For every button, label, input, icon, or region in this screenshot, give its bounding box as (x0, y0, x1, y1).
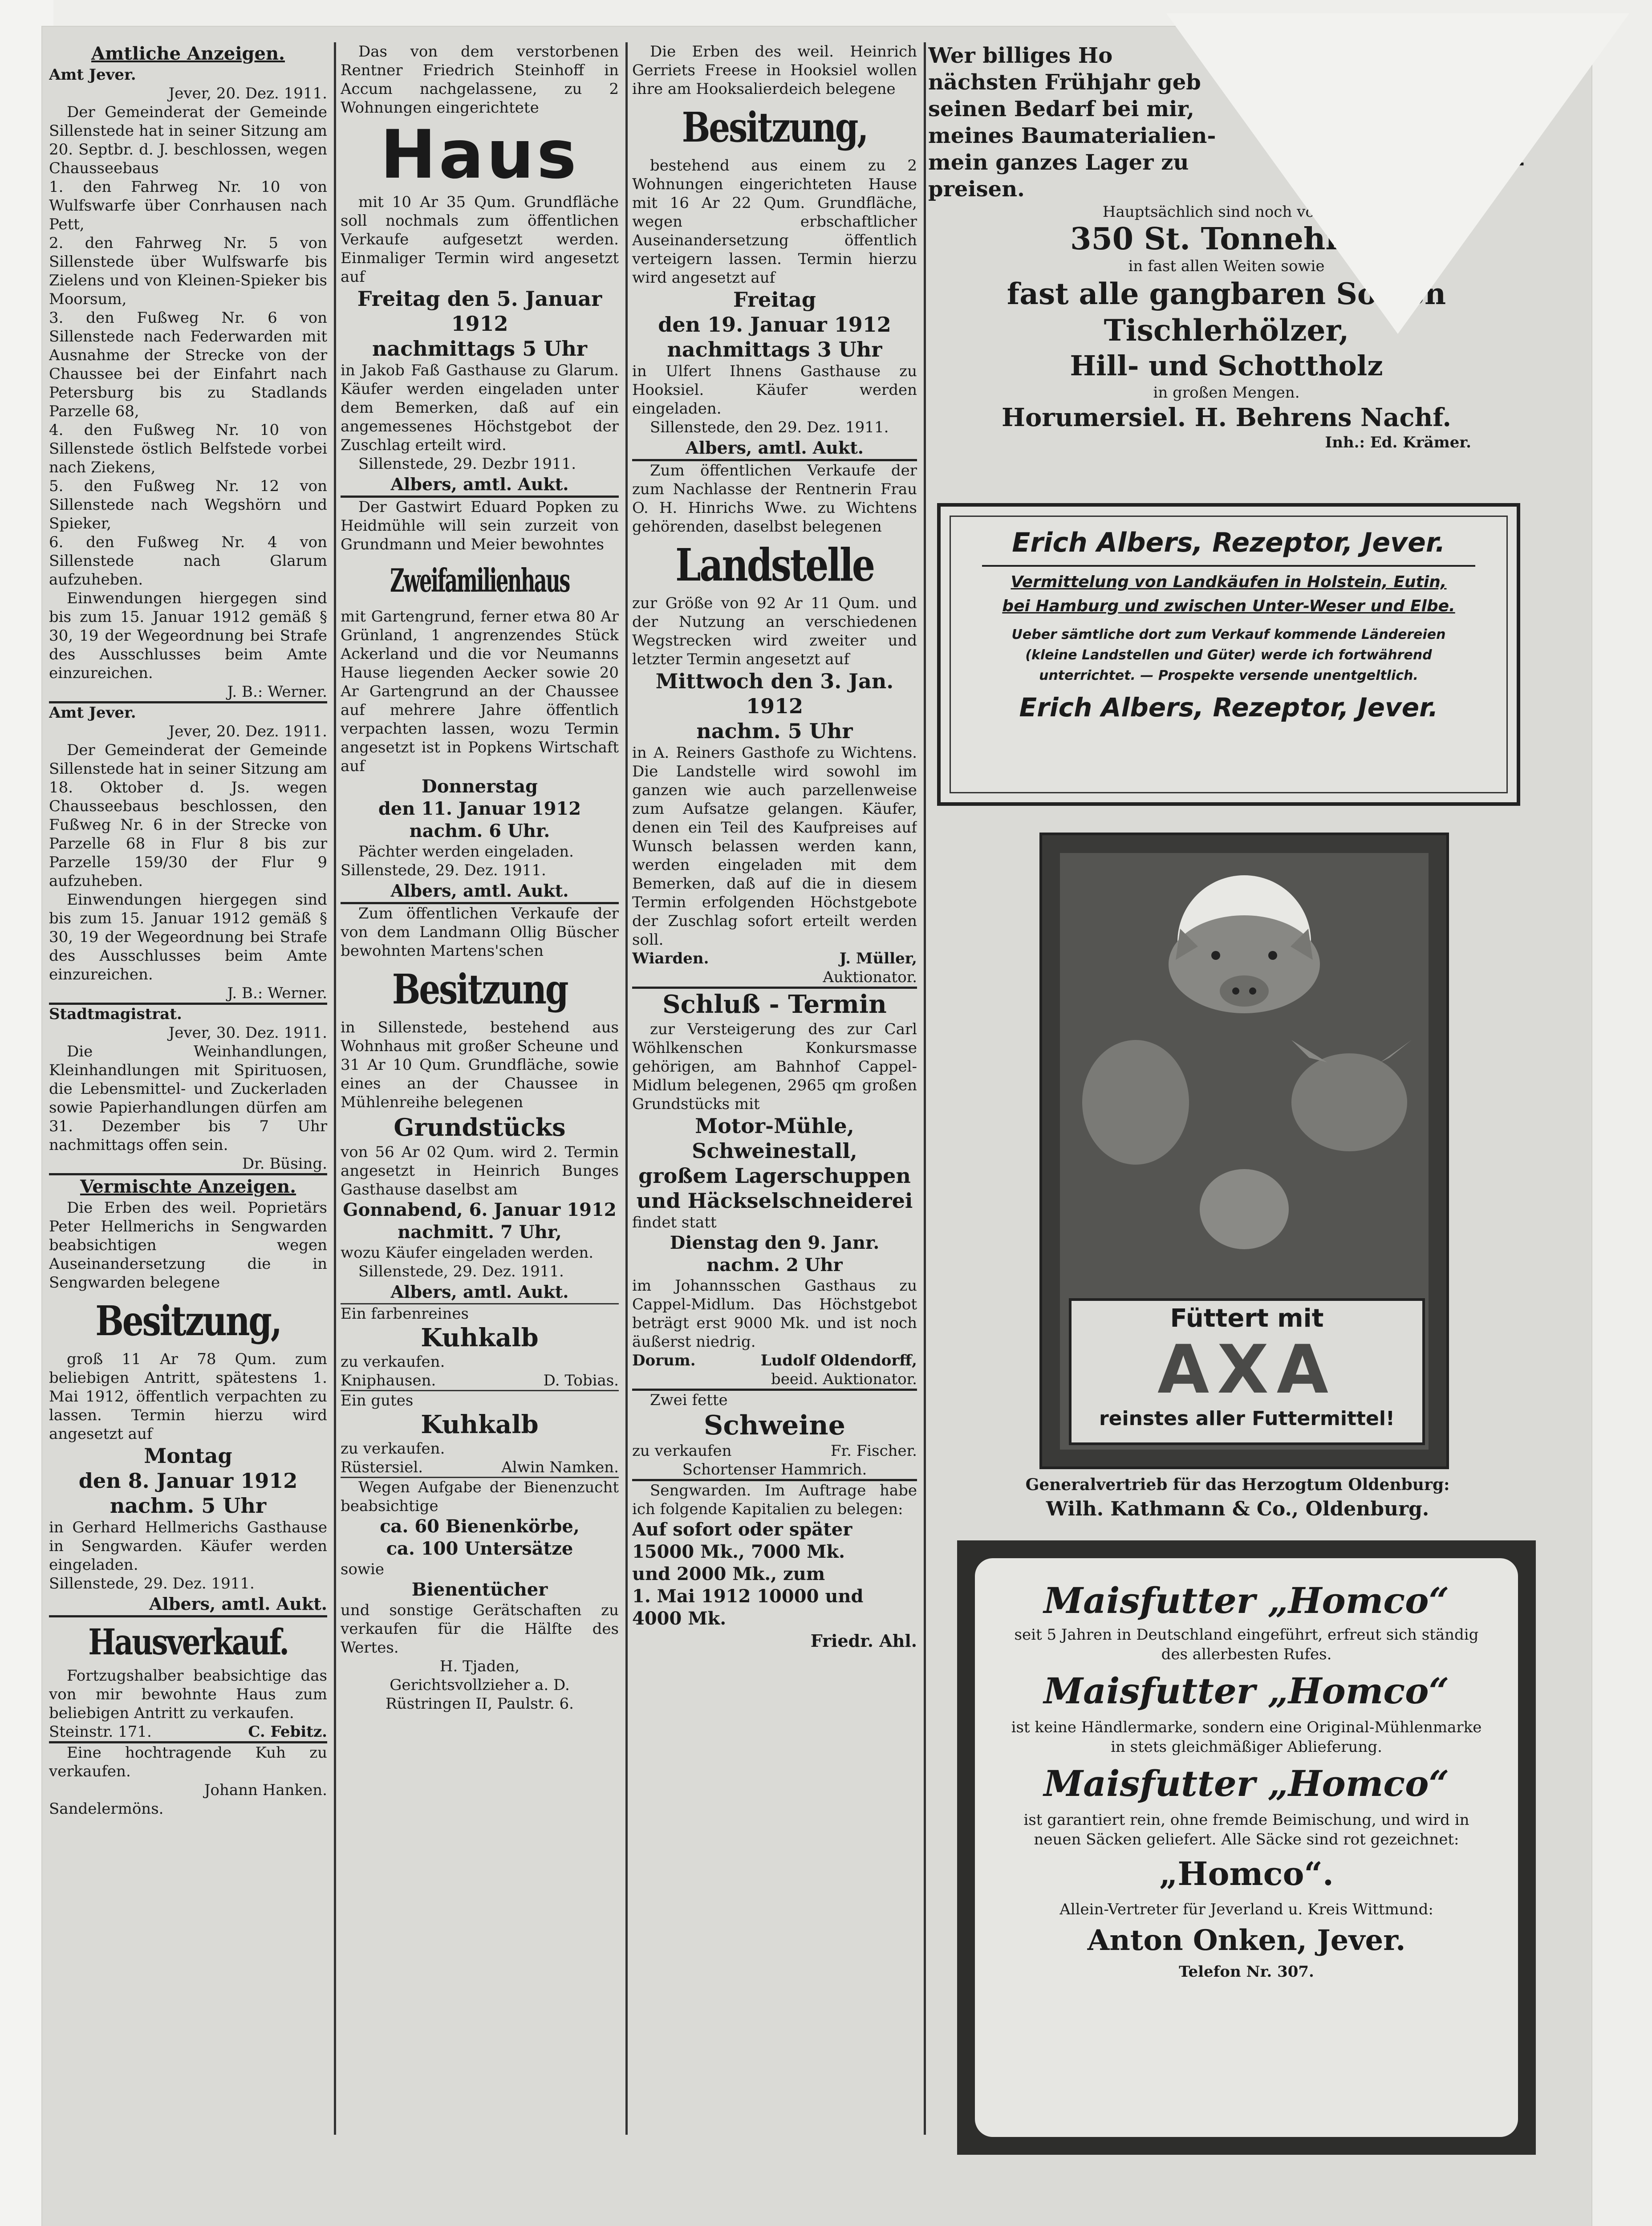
list-item: 4. den Fußweg Nr. 10 von Sillenstede östlich Belfstede vorbei nach Ziekens, (49, 421, 327, 476)
ad-text: (kleine Landstellen und Güter) werde ich fortwährend (1025, 647, 1432, 663)
ad-place-date: Sillenstede, 29. Dez. 1911. (358, 1263, 564, 1280)
ad-text: Füttert mit (1170, 1304, 1324, 1333)
ad-phone: Telefon Nr. 307. (1179, 1963, 1314, 1981)
ad-headline: Erich Albers, Rezeptor, Jever. (1019, 692, 1438, 723)
ad-date: nachm. 5 Uhr (110, 1494, 267, 1518)
ad-text: Der Gastwirt Eduard Popken zu Heidmühle will sein zurzeit von Grundmann und Meier bewohntes (341, 498, 619, 553)
ad-text: Wegen Aufgabe der Bienenzucht beabsichtige (341, 1479, 619, 1515)
notice-signature: J. B.: Werner. (227, 984, 327, 1002)
ad-haus-accum (341, 42, 619, 496)
ad-item: 1. Mai 1912 10000 und (632, 1586, 864, 1607)
notice-text: Die Weinhandlungen, Kleinhandlungen mit Spirituosen, die Lebensmittel- und Zuckerladen sowie Papierhandlungen dürfen am 31. Dezember bis 7 Uhr nachmittags offen sein. (49, 1043, 327, 1154)
ad-text: Die Erben des weil. Poprietärs Peter Hellmerichs in Sengwarden beabsichtigen wegen Auseinandersetzung die in Sengwarden belegene (49, 1199, 327, 1292)
ad-place: Schortenser Hammrich. (682, 1461, 867, 1479)
ad-text: sowie (341, 1560, 385, 1578)
ad-text: seit 5 Jahren in Deutschland eingeführt, erfreut sich ständig des allerbesten Rufes. (1014, 1626, 1479, 1663)
ad-place: Wiarden. (632, 950, 709, 967)
ad-brand: AXA (1157, 1331, 1336, 1409)
ad-text: und sonstige Gerätschaften zu verkaufen für die Hälfte des Wertes. (341, 1601, 619, 1657)
ad-headline: Schluß - Termin (662, 990, 887, 1019)
ad-text: in fast allen Weiten sowie (1128, 257, 1325, 275)
ad-text: im Johannsschen Gasthaus zu Cappel-Midlum. Das Höchstgebot beträgt erst 9000 Mk. und ist noch äußerst niedrig. (632, 1277, 917, 1351)
ad-headline: Besitzung, (682, 103, 868, 151)
ad-text: zur Größe von 92 Ar 11 Qum. und der Nutzung an verschiedenen Wegstrecken wird zweiter und letzter Termin angesetzt auf (632, 594, 917, 668)
ad-headline: Maisfutter „Homco“ (1043, 1580, 1449, 1621)
ad-name: Gerichtsvollzieher a. D. (390, 1676, 570, 1694)
ad-headline: Kuhkalb (421, 1410, 539, 1439)
ad-signature: Inh.: Ed. Krämer. (1325, 434, 1471, 451)
ad-signature: Albers, amtl. Aukt. (390, 1282, 569, 1302)
ad-place: Kniphausen. (341, 1372, 436, 1389)
ad-date: Montag (144, 1444, 232, 1468)
ad-text: zu verkaufen (632, 1442, 732, 1460)
list-item: 6. den Fußweg Nr. 4 von Sillenstede nach Glarum aufzuheben. (49, 533, 327, 589)
ad-text: in Jakob Faß Gasthause zu Glarum. Käufer werden eingeladen unter dem Bemerken, daß auf ein angemessenes Höchstgebot der Zuschlag erteilt wird. (341, 362, 619, 454)
ad-subheadline: Grundstücks (394, 1113, 566, 1141)
ad-item: ca. 60 Bienenkörbe, (380, 1516, 580, 1537)
notice-text: Einwendungen hiergegen sind bis zum 15. Januar 1912 gemäß § 30, 19 der Wegeordnung bei Strafe des Ausschlusses beim Amte einzureichen. (49, 891, 327, 983)
ad-besitzung-sillenstede (341, 904, 619, 1303)
ad-headline: 350 St. Tonnehren (1070, 221, 1383, 257)
ad-place: Sandelermöns. (49, 1800, 164, 1818)
ad-text: Ein gutes (341, 1392, 414, 1410)
notice-date: Jever, 30. Dez. 1911. (168, 1024, 327, 1042)
cow-head-icon (1291, 1053, 1407, 1151)
ad-name: D. Tobias. (543, 1372, 619, 1389)
ad-line: mein ganzes Lager zu (928, 150, 1189, 175)
notice-place: Amt Jever. (49, 704, 136, 722)
axa-distributor (942, 1474, 1534, 1523)
notice-text: Der Gemeinderat der Gemeinde Sillenstede hat in seiner Sitzung am 18. Oktober d. Js. wegen Chausseebaus beschlossen, den Fußweg Nr. 6 in der Strecke von Parzelle 68 in Flur 8 bis zur Parzelle 159/30 der Flur 9 aufzuheben. (49, 741, 327, 890)
ad-headline: Hausverkauf. (88, 1621, 288, 1663)
ad-line: kaufe ich (1413, 123, 1525, 148)
ad-signature: Albers, amtl. Aukt. (390, 474, 569, 494)
ad-headline: fast alle gangbaren Sorten (1007, 276, 1446, 311)
ad-besitzung-hooksiel (632, 42, 917, 459)
ad-landstelle (632, 461, 917, 987)
ad-signature: Wilh. Kathmann & Co., Oldenburg. (1046, 1498, 1429, 1520)
ad-text: in großen Mengen. (1153, 384, 1300, 402)
ad-headline: Besitzung, (95, 1297, 281, 1345)
ad-text: findet statt (632, 1214, 717, 1231)
ad-item: Auf sofort oder später (632, 1519, 852, 1540)
sheep-head-icon (1200, 1169, 1289, 1249)
ad-date: Freitag den 5. Januar 1912 (357, 287, 602, 336)
ad-place: Rüstersiel. (341, 1458, 423, 1476)
ad-date: nachm. 6 Uhr. (409, 821, 550, 841)
ad-item: und 2000 Mk., zum (632, 1564, 825, 1584)
ad-text: Zum öffentlichen Verkaufe der zum Nachlasse der Rentnerin Frau O. H. Hinrichs Wwe. zu Wichtens gehörenden, daselbst belegenen (632, 462, 917, 536)
ad-text: ist keine Händlermarke, sondern eine Original-Mühlenmarke in stets gleichmäßiger Ablieferung. (1011, 1718, 1482, 1756)
notice-stadtmagistrat (49, 1005, 327, 1173)
ad-kapitalien (632, 1481, 917, 1652)
ad-text: reinstes aller Futtermittel! (1099, 1407, 1395, 1430)
ad-signature: Horumersiel. H. Behrens Nachf. (1002, 403, 1451, 432)
ad-headline: Zweifamilienhaus (390, 561, 569, 599)
notice-place: Stadtmagistrat. (49, 1005, 182, 1023)
ad-text: unterrichtet. — Prospekte versende unentgeltlich. (1039, 668, 1418, 683)
ad-name: Fr. Fischer. (830, 1442, 917, 1460)
ad-line: preisen. (928, 177, 1025, 202)
ad-headline: Maisfutter „Homco“ (1043, 1670, 1449, 1712)
notice-date: Jever, 20. Dez. 1911. (168, 723, 327, 740)
ad-text: ist garantiert rein, ohne fremde Beimischung, und wird in neuen Säcken geliefert. Alle Säcke sind rot gezeichnet: (1023, 1811, 1469, 1848)
ad-signature: Friedr. Ahl. (810, 1631, 917, 1651)
notice-text: Einwendungen hiergegen sind bis zum 15. Januar 1912 gemäß § 30, 19 der Wegeordnung bei Strafe des Ausschlusses beim Amte einzureichen. (49, 589, 327, 682)
section-header: Vermischte Anzeigen. (80, 1176, 296, 1197)
ad-axa (1039, 833, 1449, 1469)
ad-date: den 19. Januar 1912 (658, 313, 891, 337)
ad-besitzung-sengwarden (49, 1198, 327, 1615)
ad-item: und Häckselschneiderei (636, 1189, 913, 1213)
axa-sign (1069, 1298, 1425, 1445)
ad-text: in A. Reiners Gasthofe zu Wichtens. Die Landstelle wird sowohl im ganzen wie auch parzellenweise zum Aufsatze gelangen. Käufer, denen ein Teil des Kaufpreises auf Wunsch belassen werden kann, werden eingeladen mit dem Bemerken, daß auf die in diesem Termin erfolgenden Höchstgebote der Zuschlag sofort erteilt werden soll. (632, 744, 917, 949)
ad-name: J. Müller, (839, 950, 917, 967)
ad-item: Motor-Mühle, (695, 1114, 854, 1138)
ad-date: nachmitt. 7 Uhr, (398, 1222, 562, 1243)
ad-headline: Haus (380, 116, 579, 194)
ad-name: Johann Hanken. (204, 1781, 327, 1799)
ad-item: 4000 Mk. (632, 1608, 727, 1629)
ad-signature: Albers, amtl. Aukt. (685, 438, 864, 458)
ad-text: Sengwarden. Im Auftrage habe ich folgende Kapitalien zu belegen: (632, 1482, 917, 1518)
ad-name: H. Tjaden, (439, 1657, 520, 1675)
ad-text: in Gerhard Hellmerichs Gasthause in Sengwarden. Käufer werden eingeladen. (49, 1519, 327, 1574)
ad-text: Generalvertrieb für das Herzogtum Oldenburg: (1025, 1475, 1450, 1494)
ad-text: Ueber sämtliche dort zum Verkauf kommende Ländereien (1011, 627, 1446, 642)
list-item: 1. den Fahrweg Nr. 10 von Wulfswarfe über Conrhausen nach Pett, (49, 178, 327, 233)
ad-place: Rüstringen II, Paulstr. 6. (386, 1695, 574, 1713)
ad-place-date: Sillenstede, 29. Dez. 1911. (49, 1575, 255, 1592)
ad-date: Donnerstag (422, 776, 538, 797)
ad-date: nachm. 2 Uhr (706, 1255, 843, 1275)
ad-line: usgabe (1440, 97, 1525, 122)
ad-hausverkauf (49, 1617, 327, 1741)
ad-signature: Albers, amtl. Aukt. (149, 1594, 327, 1614)
ad-date: nachmittags 5 Uhr (372, 337, 588, 361)
ad-text: mit Gartengrund, ferner etwa 80 Ar Grünland, 1 angrenzendes Stück Ackerland und die vor Neumanns Hause liegenden Aecker sowie 20 Ar Gartengrund an der Chaussee auf mehrere Jahre öffentlich verpachten lassen, wozu Termin angesetzt ist in Popkens Wirtschaft auf (341, 608, 619, 775)
ad-text: groß 11 Ar 78 Qum. zum beliebigen Antritt, spätestens 1. Mai 1912, öffentlich verpachten zu lassen. Termin hierzu wird angesetzt auf (49, 1350, 327, 1443)
ad-date: den 8. Januar 1912 (78, 1469, 298, 1493)
ad-text: Fortzugshalber beabsichtige das von mir bewohnte Haus zum beliebigen Antritt zu verkaufen. (49, 1667, 327, 1722)
ad-date: den 11. Januar 1912 (378, 798, 581, 819)
ad-homco (957, 1540, 1536, 2155)
ad-kuh (49, 1743, 327, 1818)
ad-text: von 56 Ar 02 Qum. wird 2. Termin angesetzt in Heinrich Bunges Gasthause daselbst am (341, 1143, 619, 1198)
ad-text: in Sillenstede, bestehend aus Wohnhaus mit großer Scheune und 31 Ar 10 Qum. Grundfläche, sowie eines an der Chaussee in Mühlenreihe belegenen (341, 1019, 619, 1111)
ad-line: nächsten Frühjahr geb (928, 70, 1201, 95)
ad-date: nachmittags 3 Uhr (667, 337, 882, 362)
ad-text: wozu Käufer eingeladen werden. (341, 1244, 594, 1262)
ad-title: beeid. Auktionator. (771, 1370, 917, 1388)
notice-text: Der Gemeinderat der Gemeinde Sillenstede hat in seiner Sitzung am 20. Septbr. d. J. beschlossen, wegen Chausseebaus (49, 103, 327, 177)
column-3 (632, 42, 917, 1652)
ad-place-date: Sillenstede, 29. Dez. 1911. (341, 861, 546, 879)
ad-text: Pächter werden eingeladen. (358, 843, 574, 861)
notice-date: Jever, 20. Dez. 1911. (168, 85, 327, 102)
ad-text: Zwei fette (650, 1391, 728, 1409)
ad-headline: Kuhkalb (421, 1323, 539, 1353)
ad-text: Vermittelung von Landkäufen in Holstein, Eutin, (1011, 573, 1447, 591)
ad-line: Wer billiges Ho (928, 43, 1113, 68)
ad-text: bei Hamburg und zwischen Unter-Weser und Elbe. (1002, 597, 1455, 615)
ad-headline: Schweine (704, 1410, 845, 1441)
column-2 (341, 42, 619, 1713)
ad-headline: Hill- und Schottholz (1070, 349, 1383, 382)
ad-text: Zum öffentlichen Verkaufe der von dem Landmann Ollig Büscher bewohnten Martens'schen (341, 905, 619, 960)
ad-kuhkalb-2 (341, 1391, 619, 1477)
ad-text: zur Versteigerung des zur Carl Wöhlkenschen Konkursmasse gehörigen, am Bahnhof Cappel-Midlum belegenen, 2965 qm großen Grundstücks mit (632, 1020, 917, 1113)
ad-headline: Landstelle (675, 539, 874, 591)
ad-headline: Besitzung (392, 965, 568, 1013)
ad-schweine (632, 1391, 917, 1479)
list-item: 2. den Fahrweg Nr. 5 von Sillenstede über Wulfswarfe bis Zielens und von Kleinen-Spieker bis Moorsum, (49, 234, 327, 308)
ad-line: zum (1474, 43, 1525, 68)
ad-line: decke (1454, 70, 1525, 95)
ad-line: meines Baumaterialien- (928, 123, 1216, 148)
ad-headline: Erich Albers, Rezeptor, Jever. (1012, 527, 1445, 558)
ad-date: Dienstag den 9. Janr. (670, 1232, 880, 1253)
column-1 (49, 42, 327, 1818)
list-item: 3. den Fußweg Nr. 6 von Sillenstede nach Federwarden mit Ausnahme der Strecke von der Chaussee bei der Einfahrt nach Petersburg bis zu Stadlands Parzelle 68, (49, 309, 327, 420)
ad-kuhkalb-1 (341, 1304, 619, 1390)
column-rule (334, 42, 336, 2135)
ad-schluss-termin (632, 989, 917, 1389)
ad-signature: Anton Onken, Jever. (1087, 1924, 1406, 1957)
ad-place: Dorum. (632, 1352, 696, 1369)
ad-date: Mittwoch den 3. Jan. 1912 (655, 669, 894, 718)
ad-text: Ein farbenreines (341, 1305, 469, 1323)
ad-signature: Albers, amtl. Aukt. (390, 881, 569, 901)
column-rule (924, 42, 926, 2135)
animal-illustration (1060, 853, 1429, 1298)
ad-headline: Tischlerhölzer, (1104, 313, 1349, 348)
notice-signature: J. B.: Werner. (227, 683, 327, 701)
ad-headline: Maisfutter „Homco“ (1043, 1763, 1449, 1804)
ad-item: großem Lagerschuppen (638, 1164, 911, 1188)
ad-line: seinen Bedarf bei mir, (928, 97, 1194, 122)
list-item: 5. den Fußweg Nr. 12 von Sillenstede nach Wegshörn und Spieker, (49, 477, 327, 532)
ad-text: Die Erben des weil. Heinrich Gerriets Freese in Hooksiel wollen ihre am Hooksalierdeich belegene (632, 43, 917, 98)
notice-amt-jever-1 (49, 65, 327, 701)
ad-erich-albers (937, 503, 1520, 806)
notice-place: Amt Jever. (49, 66, 136, 84)
ad-bienen (341, 1478, 619, 1713)
ad-text: mit 10 Ar 35 Qum. Grundfläche soll nochmals zum öffentlichen Verkaufe aufgesetzt werden. Einmaliger Termin wird angesetzt auf (341, 193, 619, 286)
ad-signature: C. Febitz. (248, 1723, 327, 1741)
ad-name: Ludolf Oldendorff, (760, 1352, 917, 1369)
ad-item: ca. 100 Untersätze (386, 1538, 573, 1559)
ad-place: Steinstr. 171. (49, 1723, 152, 1741)
ad-brand: „Homco“. (1159, 1855, 1334, 1893)
notice-signature: Dr. Büsing. (242, 1155, 327, 1173)
ad-zweifamilienhaus (341, 498, 619, 902)
ad-name: Alwin Namken. (501, 1458, 619, 1476)
ad-date: Gonnabend, 6. Januar 1912 (343, 1199, 617, 1220)
ad-text: Hauptsächlich sind noch vorhan (1102, 203, 1351, 221)
ad-text: Das von dem verstorbenen Rentner Friedrich Steinhoff in Accum nachgelassene, zu 2 Wohnungen eingerichtete (341, 43, 619, 117)
notice-amt-jever-2 (49, 703, 327, 1003)
ad-place-date: Sillenstede, 29. Dezbr 1911. (358, 455, 576, 473)
ad-text: zu verkaufen. (341, 1440, 445, 1458)
torn-corner (1166, 13, 1629, 334)
ad-title: Auktionator. (823, 968, 917, 986)
ad-text: Eine hochtragende Kuh zu verkaufen. (49, 1744, 327, 1780)
ad-date: nachm. 5 Uhr (696, 719, 853, 743)
ad-line: Einkaufs- (1410, 150, 1525, 175)
column-rule (625, 42, 628, 2135)
ad-text: Allein-Vertreter für Jeverland u. Kreis Wittmund: (1059, 1901, 1433, 1918)
ad-place-date: Sillenstede, den 29. Dez. 1911. (650, 418, 889, 436)
ad-text: in Ulfert Ihnens Gasthause zu Hooksiel. Käufer werden eingeladen. (632, 362, 917, 418)
ad-item: 15000 Mk., 7000 Mk. (632, 1541, 845, 1562)
ad-text: zu verkaufen. (341, 1353, 445, 1371)
horse-head-icon (1082, 1040, 1189, 1165)
ad-item: Schweinestall, (692, 1139, 857, 1163)
ad-date: Freitag (733, 288, 816, 312)
ad-text: bestehend aus einem zu 2 Wohnungen eingerichteten Hause mit 16 Ar 22 Qum. Grundfläche, wegen erbschaftlicher Auseinandersetzung öffentlich verteigern lassen. Termin hierzu wird angesetzt auf (632, 157, 917, 287)
section-header: Amtliche Anzeigen. (91, 43, 285, 64)
ad-item: Bienentücher (411, 1579, 548, 1600)
